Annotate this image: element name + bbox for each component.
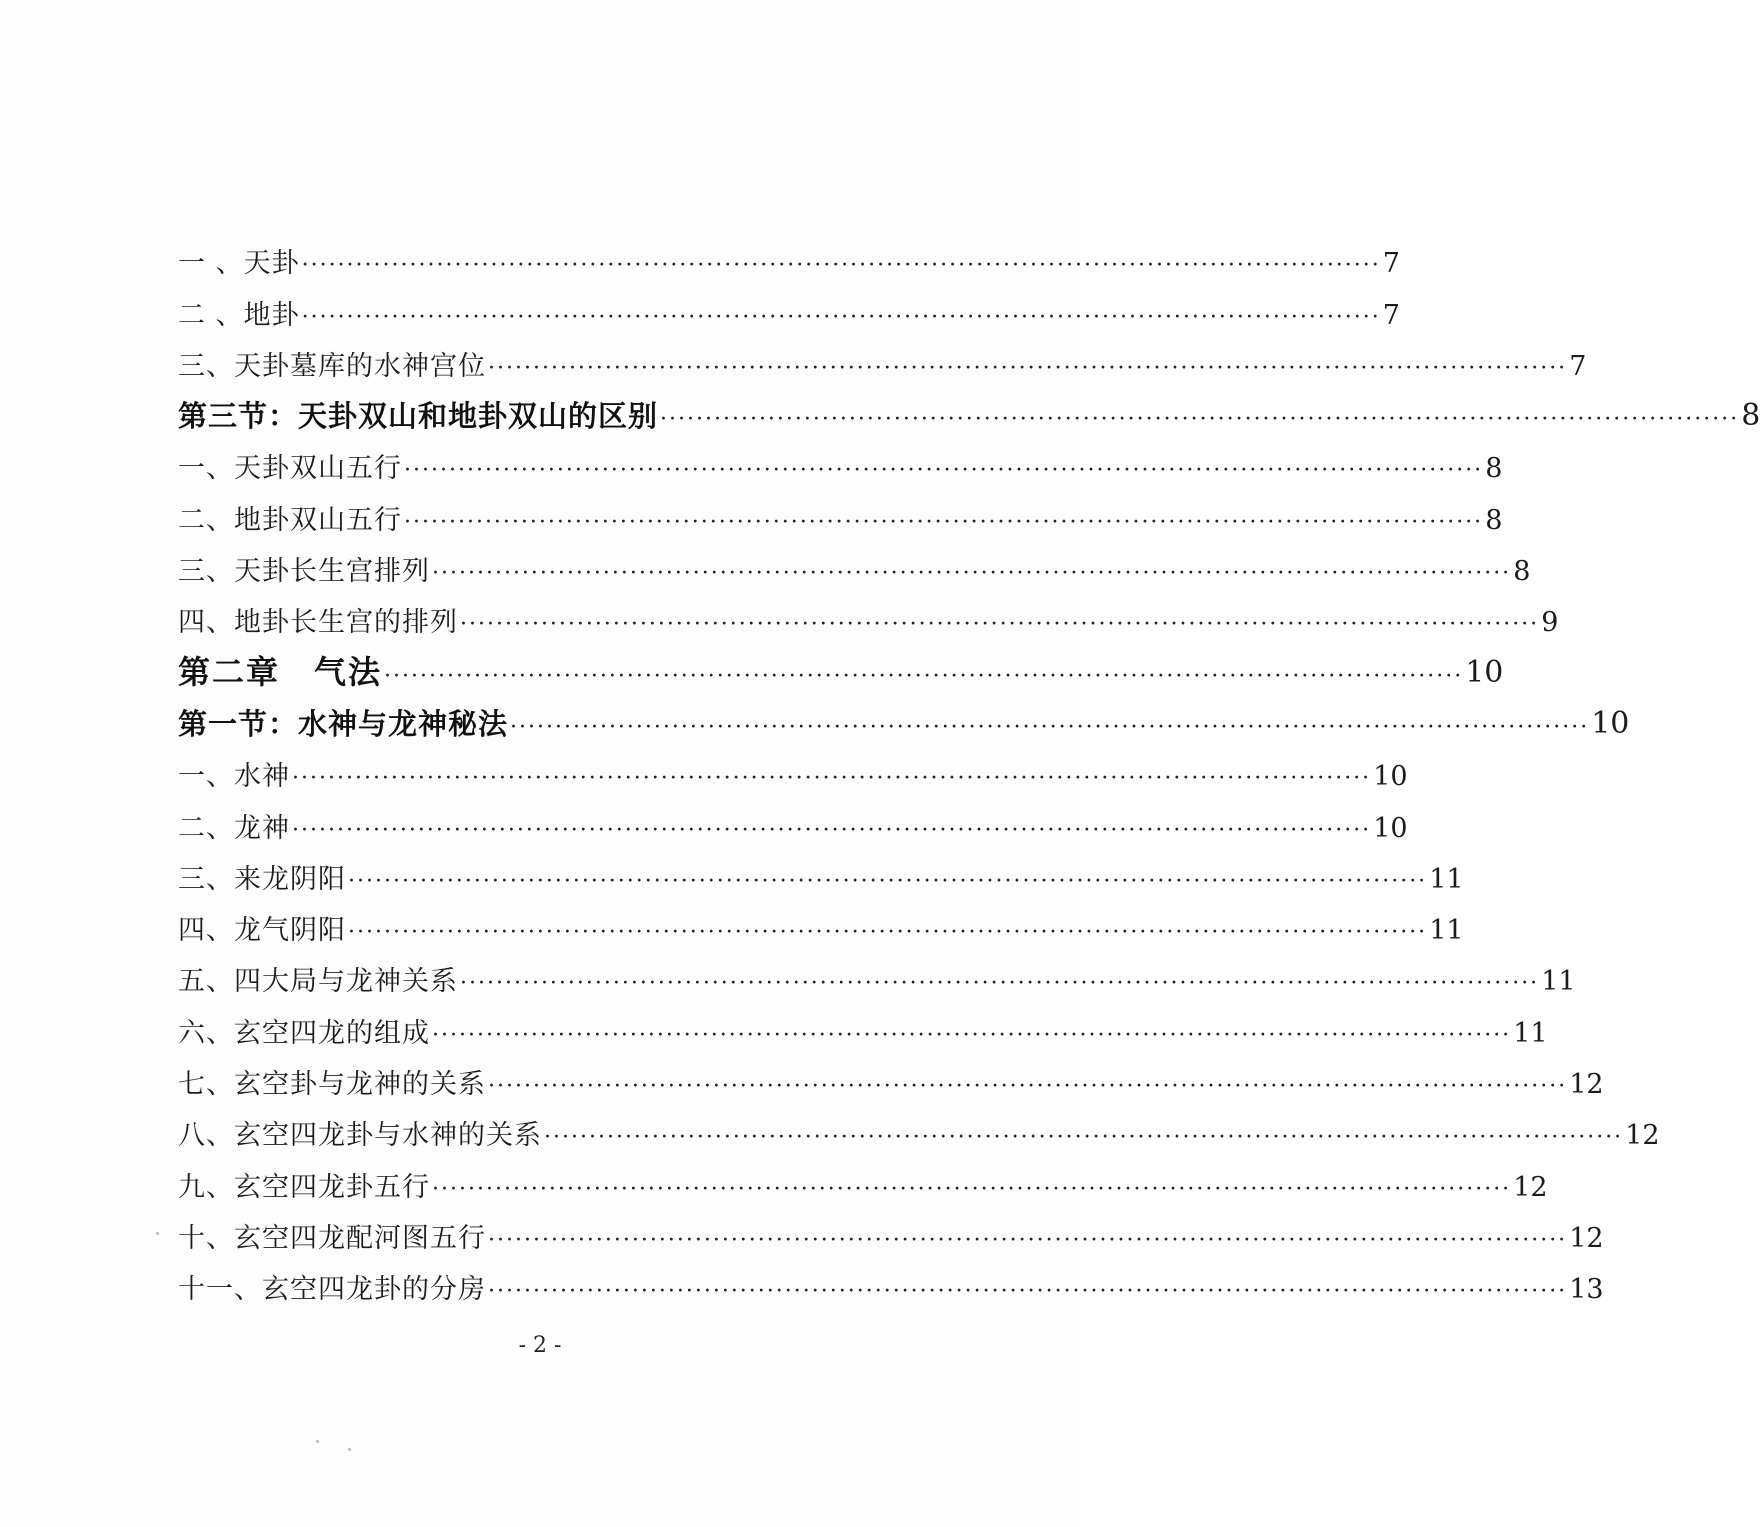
toc-entry-page: 11 — [1429, 863, 1464, 895]
dot-leader: ························································································································ — [432, 1176, 1512, 1202]
toc-entry-label: 一、水神 — [178, 761, 290, 793]
dot-leader: ························································································································ — [348, 868, 1428, 894]
toc-entry-label: 二 、地卦 — [178, 299, 300, 331]
toc-entry-page: 8 — [1485, 453, 1503, 485]
scan-speck — [316, 1440, 319, 1443]
dot-leader: ························································································································ — [544, 1125, 1624, 1151]
toc-entry-label: 三、天卦长生宫排列 — [178, 556, 430, 588]
toc-entry — [178, 739, 1408, 793]
toc-entry-page: 8 — [1741, 398, 1760, 434]
dot-leader: ························································································································ — [404, 509, 1484, 535]
scan-speck — [348, 1448, 351, 1451]
toc-entry-label: 一、天卦双山五行 — [178, 453, 402, 485]
toc-entry-label: 一 、天卦 — [178, 248, 300, 280]
toc-entry — [178, 226, 1400, 280]
toc-entry-page: 12 — [1569, 1222, 1604, 1254]
dot-leader: ························································································································ — [432, 561, 1512, 587]
toc-entry-label: 二、地卦双山五行 — [178, 504, 402, 536]
toc-entry-page: 13 — [1569, 1274, 1604, 1306]
toc-entry-label: 第二章 气法 — [178, 652, 383, 691]
toc-entry-label: 四、地卦长生宫的排列 — [178, 607, 458, 639]
toc-entry-label: 五、四大局与龙神关系 — [178, 966, 458, 998]
dot-leader: ························································································································ — [488, 1279, 1568, 1305]
toc-entry-label: 四、龙气阴阳 — [178, 915, 346, 947]
dot-leader: ························································································································ — [301, 304, 1381, 330]
toc-entry — [178, 482, 1503, 536]
toc-entry-label: 第三节：天卦双山和地卦双山的区别 — [178, 399, 659, 434]
toc-entry-label: 七、玄空卦与龙神的关系 — [178, 1069, 486, 1101]
toc-entry — [178, 1149, 1548, 1203]
dot-leader: ························································································································ — [301, 253, 1381, 279]
page-number: - 2 - — [518, 1333, 562, 1358]
toc-entry — [178, 431, 1503, 485]
toc-entry — [178, 1098, 1660, 1152]
toc-entry-label: 二、龙神 — [178, 812, 290, 844]
dot-leader: ························································································································ — [488, 1074, 1568, 1100]
toc-entry-page: 8 — [1485, 504, 1503, 536]
dot-leader: ························································································································ — [488, 355, 1568, 381]
toc-entry-page: 10 — [1465, 654, 1504, 690]
toc-entry-label: 十一、玄空四龙卦的分房 — [178, 1274, 486, 1306]
table-of-contents — [178, 226, 1760, 1306]
toc-entry-label: 三、天卦墓库的水神宫位 — [178, 350, 486, 382]
toc-entry-page: 9 — [1541, 607, 1559, 639]
toc-entry — [178, 944, 1576, 998]
toc-entry — [178, 277, 1400, 331]
toc-section-heading — [178, 688, 1630, 741]
toc-entry — [178, 790, 1408, 844]
toc-entry-page: 7 — [1569, 350, 1587, 382]
toc-entry-page: 11 — [1541, 966, 1576, 998]
toc-entry-label: 十、玄空四龙配河图五行 — [178, 1222, 486, 1254]
toc-entry — [178, 1201, 1604, 1254]
dot-leader: ························································································································ — [384, 663, 1464, 689]
toc-entry — [178, 842, 1464, 895]
dot-leader: ························································································································ — [488, 1227, 1568, 1253]
toc-entry — [178, 585, 1559, 639]
toc-entry-page: 12 — [1513, 1171, 1548, 1203]
toc-entry-page: 11 — [1429, 915, 1464, 947]
dot-leader: ························································································································ — [460, 612, 1540, 638]
toc-entry-label: 八、玄空四龙卦与水神的关系 — [178, 1120, 542, 1152]
toc-entry — [178, 534, 1531, 588]
dot-leader: ························································································································ — [292, 817, 1372, 843]
toc-entry — [178, 1047, 1604, 1101]
toc-entry — [178, 995, 1548, 1049]
toc-entry — [178, 893, 1464, 947]
dot-leader: ························································································································ — [404, 458, 1484, 484]
toc-entry-page: 10 — [1373, 812, 1408, 844]
toc-entry-page: 12 — [1569, 1069, 1604, 1101]
toc-entry-label: 三、来龙阴阳 — [178, 863, 346, 895]
toc-entry-page: 10 — [1591, 705, 1630, 741]
scan-speck — [156, 1232, 159, 1235]
toc-entry-label: 第一节：水神与龙神秘法 — [178, 706, 509, 741]
toc-chapter-heading — [178, 636, 1504, 691]
toc-entry-label: 九、玄空四龙卦五行 — [178, 1171, 430, 1203]
toc-entry-page: 11 — [1513, 1017, 1548, 1049]
dot-leader: ························································································································ — [348, 920, 1428, 946]
dot-leader: ························································································································ — [432, 1022, 1512, 1048]
toc-entry — [178, 1252, 1604, 1306]
toc-entry — [178, 329, 1587, 382]
toc-entry-page: 12 — [1625, 1120, 1660, 1152]
toc-entry-page: 10 — [1373, 761, 1408, 793]
toc-entry-page: 8 — [1513, 556, 1531, 588]
toc-entry-label: 六、玄空四龙的组成 — [178, 1017, 430, 1049]
dot-leader: ························································································································ — [460, 971, 1540, 997]
dot-leader: ························································································································ — [510, 714, 1590, 740]
toc-entry-page: 7 — [1382, 248, 1400, 280]
toc-entry-page: 7 — [1382, 299, 1400, 331]
dot-leader: ························································································································ — [660, 407, 1740, 433]
toc-section-heading — [178, 380, 1760, 434]
dot-leader: ························································································································ — [292, 766, 1372, 792]
